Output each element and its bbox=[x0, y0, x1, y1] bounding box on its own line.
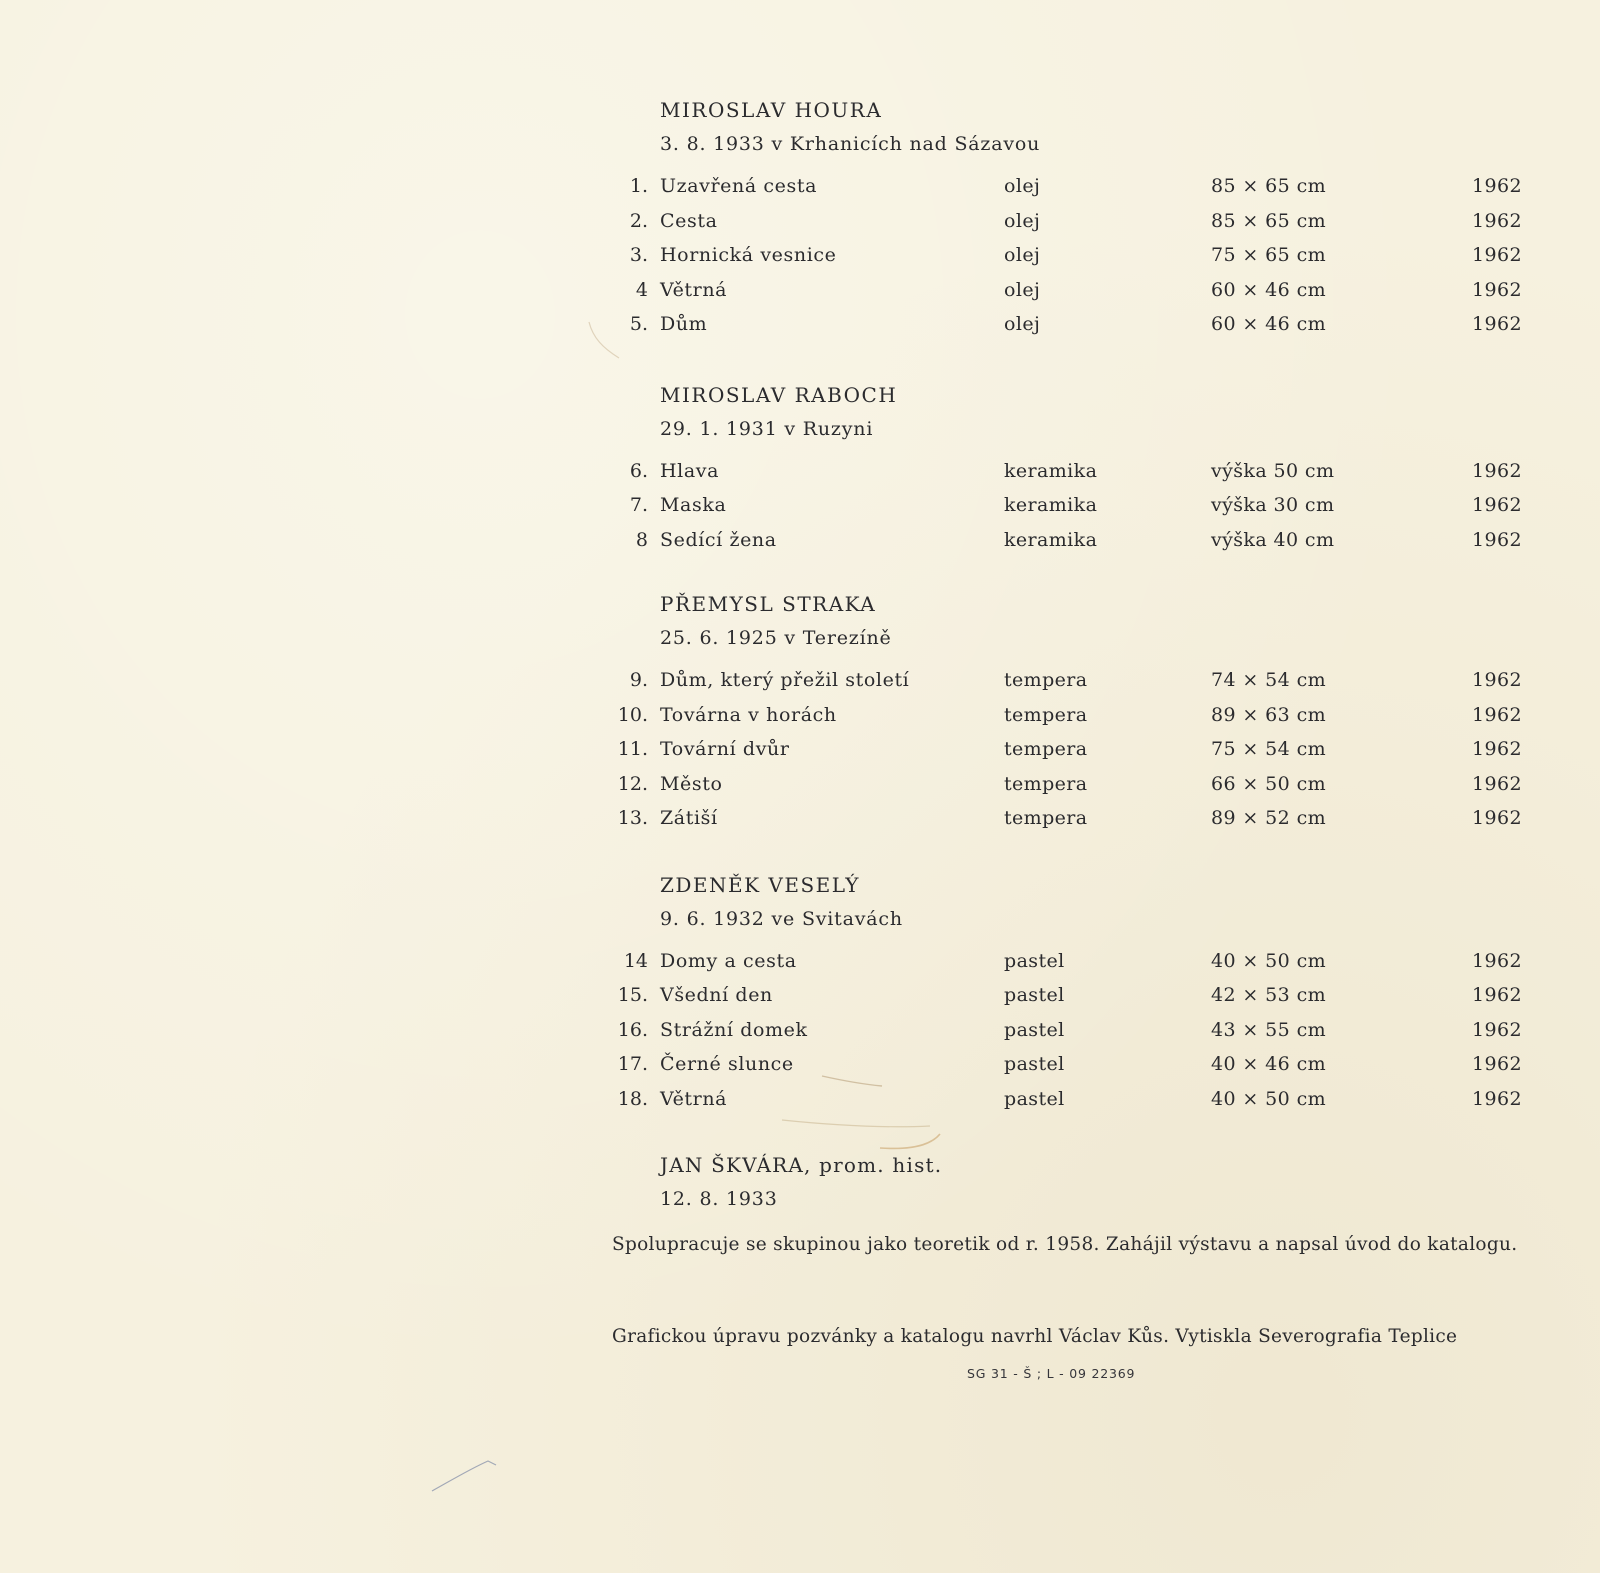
work-technique: tempera bbox=[1004, 738, 1088, 760]
work-row bbox=[612, 172, 1532, 207]
work-dimensions: 60 × 46 cm bbox=[1211, 278, 1327, 301]
work-row bbox=[612, 276, 1532, 311]
artist-birth: 9. 6. 1932 ve Svitavách bbox=[660, 907, 903, 930]
work-row bbox=[612, 666, 1532, 701]
work-dimensions: 40 × 50 cm bbox=[1211, 1087, 1327, 1110]
work-dimensions: 74 × 54 cm bbox=[1211, 669, 1327, 691]
artist-section bbox=[612, 381, 1532, 561]
work-dimensions: 75 × 65 cm bbox=[1211, 244, 1327, 266]
work-title: Dům bbox=[660, 313, 708, 335]
work-number: 13. bbox=[617, 807, 648, 829]
work-year: 1962 bbox=[1472, 278, 1522, 301]
work-title: Maska bbox=[660, 494, 727, 516]
work-row bbox=[612, 457, 1532, 492]
work-dimensions: výška 40 cm bbox=[1211, 528, 1335, 551]
work-dimensions: výška 50 cm bbox=[1211, 459, 1335, 482]
works-list bbox=[612, 666, 1532, 839]
print-code: SG 31 - Š ; L - 09 22369 bbox=[967, 1366, 1136, 1381]
work-number: 18. bbox=[617, 1087, 648, 1110]
artist-name: ZDENĚK VESELÝ bbox=[660, 872, 860, 897]
work-number: 1. bbox=[629, 175, 648, 197]
work-number: 2. bbox=[629, 209, 648, 232]
work-dimensions: 43 × 55 cm bbox=[1211, 1018, 1327, 1041]
work-title: Domy a cesta bbox=[660, 949, 797, 972]
work-title: Sedící žena bbox=[660, 528, 777, 551]
work-number: 7. bbox=[629, 494, 648, 516]
work-row bbox=[612, 207, 1532, 242]
work-number: 8 bbox=[635, 528, 648, 551]
work-title: Větrná bbox=[660, 1087, 728, 1110]
work-row bbox=[612, 1050, 1532, 1085]
work-number: 16. bbox=[617, 1018, 648, 1041]
work-dimensions: 75 × 54 cm bbox=[1211, 738, 1327, 760]
artist-birth: 25. 6. 1925 v Terezíně bbox=[660, 627, 892, 649]
work-year: 1962 bbox=[1472, 459, 1522, 482]
work-number: 6. bbox=[629, 459, 648, 482]
work-year: 1962 bbox=[1472, 175, 1522, 197]
work-row bbox=[612, 735, 1532, 770]
work-year: 1962 bbox=[1472, 703, 1522, 726]
work-row bbox=[612, 770, 1532, 805]
work-year: 1962 bbox=[1472, 313, 1522, 335]
work-technique: pastel bbox=[1004, 949, 1065, 972]
work-year: 1962 bbox=[1472, 528, 1522, 551]
work-year: 1962 bbox=[1472, 669, 1522, 691]
artist-name: PŘEMYSL STRAKA bbox=[660, 592, 877, 616]
work-technique: tempera bbox=[1004, 703, 1088, 726]
work-title: Strážní domek bbox=[660, 1018, 808, 1041]
work-technique: pastel bbox=[1004, 1087, 1065, 1110]
work-technique: keramika bbox=[1004, 459, 1098, 482]
work-title: Cesta bbox=[660, 209, 718, 232]
work-title: Černé slunce bbox=[660, 1053, 794, 1075]
work-number: 4 bbox=[635, 278, 648, 301]
work-title: Dům, který přežil století bbox=[660, 669, 910, 691]
artist-name: MIROSLAV HOURA bbox=[660, 98, 883, 122]
work-title: Továrna v horách bbox=[660, 703, 837, 726]
work-technique: olej bbox=[1004, 278, 1041, 301]
works-list bbox=[612, 947, 1532, 1120]
work-year: 1962 bbox=[1472, 738, 1522, 760]
work-row bbox=[612, 241, 1532, 276]
work-row bbox=[612, 526, 1532, 561]
work-year: 1962 bbox=[1472, 807, 1522, 829]
theorist-name: JAN ŠKVÁRA, prom. hist. bbox=[660, 1153, 943, 1177]
theorist-section bbox=[612, 1151, 1532, 1213]
work-dimensions: 42 × 53 cm bbox=[1211, 984, 1327, 1006]
work-row bbox=[612, 947, 1532, 982]
work-row bbox=[612, 1085, 1532, 1120]
artist-section bbox=[612, 96, 1532, 345]
work-year: 1962 bbox=[1472, 772, 1522, 795]
work-title: Hlava bbox=[660, 459, 720, 482]
work-title: Větrná bbox=[660, 278, 728, 301]
work-year: 1962 bbox=[1472, 209, 1522, 232]
work-number: 3. bbox=[629, 244, 648, 266]
work-dimensions: 85 × 65 cm bbox=[1211, 175, 1327, 197]
artist-name: MIROSLAV RABOCH bbox=[660, 382, 898, 407]
work-dimensions: 66 × 50 cm bbox=[1211, 772, 1327, 795]
work-title: Zátiší bbox=[660, 807, 718, 829]
work-number: 10. bbox=[617, 703, 648, 726]
work-number: 11. bbox=[617, 738, 648, 760]
work-dimensions: 40 × 50 cm bbox=[1211, 949, 1327, 972]
work-year: 1962 bbox=[1472, 244, 1522, 266]
work-technique: keramika bbox=[1004, 494, 1098, 516]
work-number: 17. bbox=[617, 1053, 648, 1075]
work-dimensions: 40 × 46 cm bbox=[1211, 1053, 1327, 1075]
work-title: Město bbox=[660, 772, 723, 795]
work-row bbox=[612, 981, 1532, 1016]
work-dimensions: 89 × 63 cm bbox=[1211, 703, 1327, 726]
artist-birth: 29. 1. 1931 v Ruzyni bbox=[660, 417, 874, 440]
work-technique: tempera bbox=[1004, 772, 1088, 795]
work-year: 1962 bbox=[1472, 494, 1522, 516]
work-technique: olej bbox=[1004, 244, 1041, 266]
work-technique: olej bbox=[1004, 313, 1041, 335]
work-title: Uzavřená cesta bbox=[660, 175, 818, 197]
work-year: 1962 bbox=[1472, 949, 1522, 972]
work-technique: olej bbox=[1004, 175, 1041, 197]
work-dimensions: 85 × 65 cm bbox=[1211, 209, 1327, 232]
work-dimensions: 89 × 52 cm bbox=[1211, 807, 1327, 829]
work-row bbox=[612, 804, 1532, 839]
work-row bbox=[612, 491, 1532, 526]
theorist-note: Spolupracuje se skupinou jako teoretik od r. 1958. Zahájil výstavu a napsal úvod do katalogu. bbox=[612, 1234, 1518, 1255]
work-row bbox=[612, 701, 1532, 736]
work-number: 12. bbox=[617, 772, 648, 795]
work-technique: pastel bbox=[1004, 1018, 1065, 1041]
works-list bbox=[612, 457, 1532, 561]
work-technique: tempera bbox=[1004, 669, 1088, 691]
catalog-listing bbox=[612, 96, 1532, 1383]
work-year: 1962 bbox=[1472, 984, 1522, 1006]
artist-section bbox=[612, 590, 1532, 839]
artist-section bbox=[612, 871, 1532, 1120]
theorist-birth: 12. 8. 1933 bbox=[660, 1188, 778, 1210]
work-number: 5. bbox=[629, 313, 648, 335]
work-dimensions: 60 × 46 cm bbox=[1211, 313, 1327, 335]
work-row bbox=[612, 310, 1532, 345]
work-technique: pastel bbox=[1004, 984, 1065, 1006]
work-year: 1962 bbox=[1472, 1018, 1522, 1041]
work-technique: pastel bbox=[1004, 1053, 1065, 1075]
work-title: Hornická vesnice bbox=[660, 244, 837, 266]
print-credits: Grafickou úpravu pozvánky a katalogu navrhl Václav Kůs. Vytiskla Severografia Teplice bbox=[612, 1326, 1458, 1347]
work-row bbox=[612, 1016, 1532, 1051]
work-year: 1962 bbox=[1472, 1087, 1522, 1110]
work-year: 1962 bbox=[1472, 1053, 1522, 1075]
works-list bbox=[612, 172, 1532, 345]
work-technique: tempera bbox=[1004, 807, 1088, 829]
work-technique: olej bbox=[1004, 209, 1041, 232]
work-number: 9. bbox=[629, 669, 648, 691]
artist-birth: 3. 8. 1933 v Krhanicích nad Sázavou bbox=[660, 133, 1041, 155]
work-number: 15. bbox=[617, 984, 648, 1006]
work-number: 14 bbox=[623, 949, 648, 972]
work-technique: keramika bbox=[1004, 528, 1098, 551]
work-title: Tovární dvůr bbox=[660, 738, 790, 760]
work-dimensions: výška 30 cm bbox=[1211, 494, 1335, 516]
work-title: Všední den bbox=[660, 984, 773, 1006]
